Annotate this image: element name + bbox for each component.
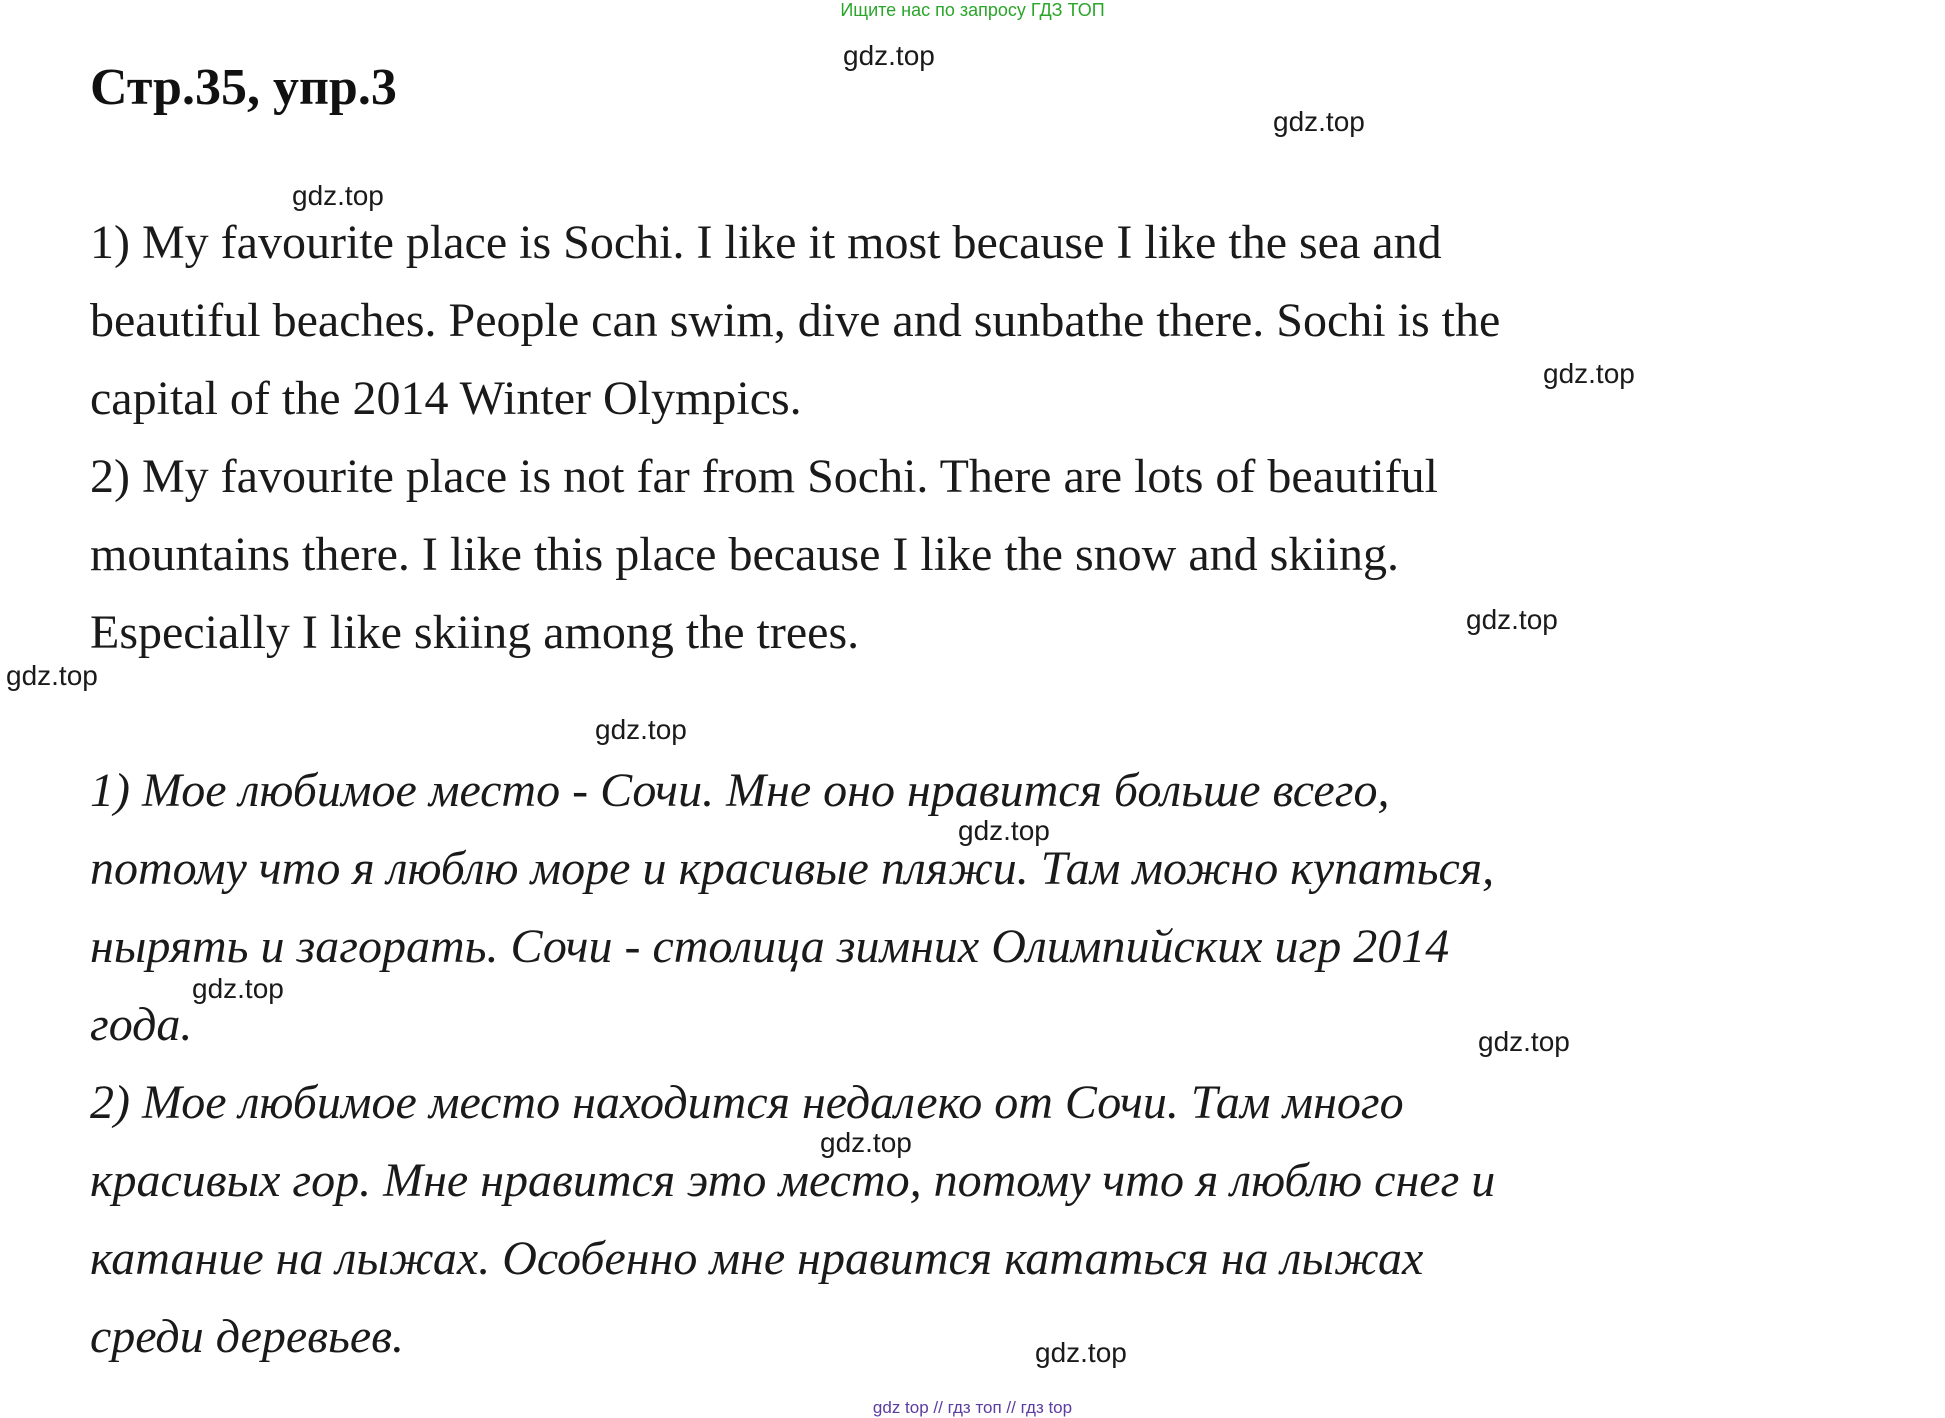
russian-line: 2) Мое любимое место находится недалеко от Сочи. Там много <box>90 1076 1404 1129</box>
english-text <box>90 204 1910 672</box>
english-line: 1) My favourite place is Sochi. I like it most because I like the sea and <box>90 216 1442 269</box>
watermark: gdz.top <box>958 815 1050 846</box>
russian-line: года. <box>90 998 193 1051</box>
russian-line: катание на лыжах. Особенно мне нравится кататься на лыжах <box>90 1232 1424 1285</box>
watermark: gdz.top <box>192 973 284 1004</box>
footer-links[interactable]: gdz top // гдз топ // гдз top <box>872 1398 1073 1417</box>
english-line: 2) My favourite place is not far from Sochi. There are lots of beautiful <box>90 450 1439 503</box>
search-banner[interactable]: Ищите нас по запросу ГДЗ ТОП <box>840 0 1105 20</box>
russian-line: среди деревьев. <box>90 1310 404 1363</box>
watermark: gdz.top <box>843 40 935 71</box>
watermark: gdz.top <box>1478 1026 1570 1057</box>
watermark: gdz.top <box>595 714 687 745</box>
russian-line: потому что я люблю море и красивые пляжи. Там можно купаться, <box>90 842 1495 895</box>
watermark: gdz.top <box>6 660 98 691</box>
russian-line: нырять и загорать. Сочи - столица зимних Олимпийских игр 2014 <box>90 920 1450 973</box>
watermark: gdz.top <box>1543 358 1635 389</box>
watermark: gdz.top <box>1466 604 1558 635</box>
watermark: gdz.top <box>820 1127 912 1158</box>
watermark: gdz.top <box>292 180 384 211</box>
english-line: capital of the 2014 Winter Olympics. <box>90 372 802 425</box>
watermark: gdz.top <box>1035 1337 1127 1368</box>
page-title: Стр.35, упр.3 <box>90 59 397 116</box>
russian-line: 1) Мое любимое место - Сочи. Мне оно нравится больше всего, <box>90 764 1390 817</box>
english-line: beautiful beaches. People can swim, dive and sunbathe there. Sochi is the <box>90 294 1501 347</box>
russian-line: красивых гор. Мне нравится это место, потому что я люблю снег и <box>90 1154 1496 1207</box>
watermark: gdz.top <box>1273 106 1365 137</box>
english-line: mountains there. I like this place because I like the snow and skiing. <box>90 528 1399 581</box>
english-line: Especially I like skiing among the trees. <box>90 606 860 659</box>
